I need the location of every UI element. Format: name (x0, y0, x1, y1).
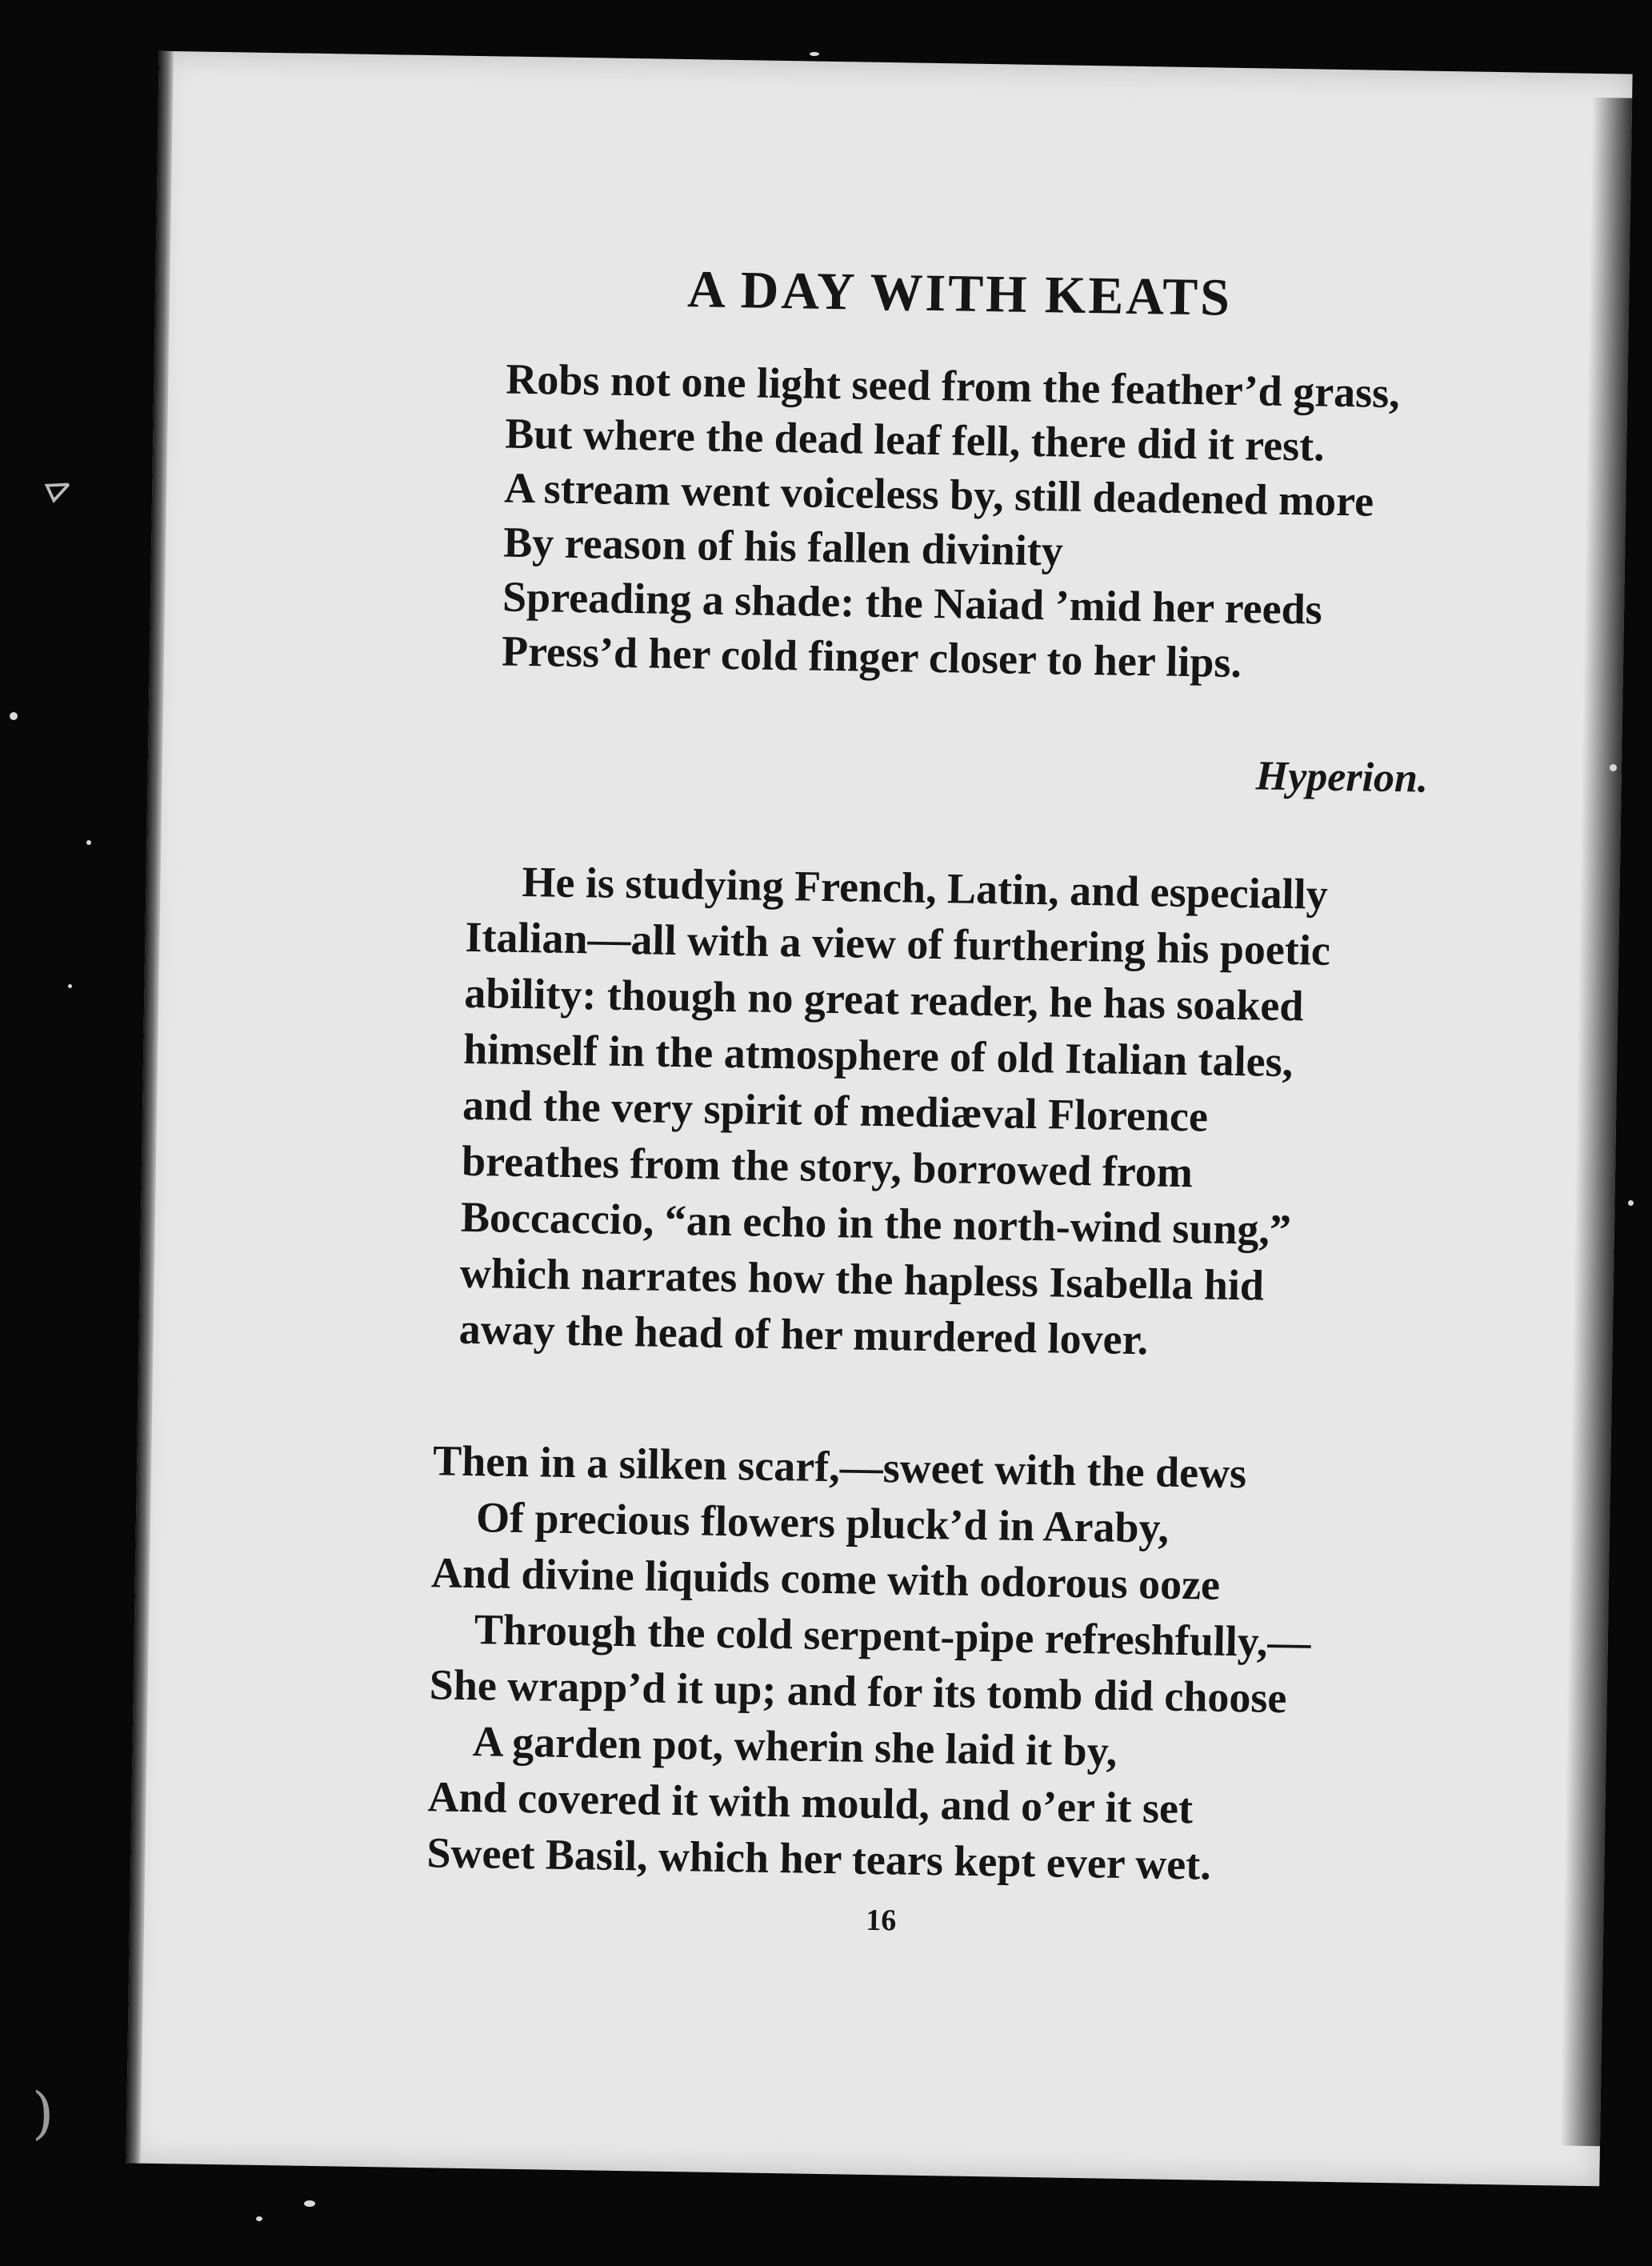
verse-line: Spreading a shade: the Naiad ’mid her reeds (502, 572, 1323, 634)
verse-line: Through the cold serpent-pipe refreshfully,— (474, 1605, 1311, 1667)
dust-speck (1610, 764, 1617, 771)
verse-line: By reason of his fallen divinity (502, 518, 1064, 575)
verse-line: But where the dead leaf fell, there did it rest. (504, 409, 1326, 470)
verse-line: A garden pot, wherin she laid it by, (472, 1717, 1118, 1776)
prose-line: ability: though no great reader, he has soaked (463, 968, 1304, 1031)
verse-line: And covered it with mould, and o’er it set (427, 1772, 1194, 1833)
prose-line: Italian—all with a view of furthering his poetic (465, 912, 1331, 975)
prose-line: Boccaccio, “an echo in the north-wind sung,” (460, 1192, 1292, 1255)
prose-line: away the head of her murdered lover. (458, 1304, 1149, 1364)
verse-line: Of precious flowers pluck’d in Araby, (475, 1493, 1170, 1552)
dust-speck (810, 52, 819, 56)
verse-line: Robs not one light seed from the feather’d grass, (505, 354, 1401, 418)
edge-mark: ⊳ (36, 463, 81, 514)
verse-line: Then in a silken scarf,—sweet with the dews (432, 1436, 1247, 1498)
page-edge-shadow (1560, 98, 1632, 2146)
dust-speck (68, 984, 72, 988)
dust-speck (256, 2216, 262, 2221)
dust-speck (86, 840, 91, 845)
prose-line: which narrates how the hapless Isabella hid (459, 1248, 1265, 1310)
page-number: 16 (865, 1903, 897, 1938)
verse-line: A stream went voiceless by, still deadened more (503, 463, 1374, 526)
running-head: A DAY WITH KEATS (686, 260, 1233, 327)
book-page (126, 51, 1632, 2187)
prose-line: and the very spirit of mediæval Florence (462, 1080, 1209, 1141)
page-gutter-edge (126, 51, 173, 2164)
dust-speck (1628, 1200, 1634, 1206)
verse-line: Sweet Basil, which her tears kept ever wet. (426, 1828, 1212, 1889)
prose-line: breathes from the story, borrowed from (461, 1136, 1194, 1197)
verse-line: Press’d her cold finger closer to her lips. (501, 627, 1242, 687)
verse-line: And divine liquids come with odorous ooze (430, 1548, 1221, 1609)
prose-line: He is studying French, Latin, and especially (522, 857, 1329, 919)
dust-speck (304, 2200, 315, 2207)
dust-speck (10, 712, 18, 720)
verse-attribution: Hyperion. (1255, 753, 1429, 802)
verse-line: She wrapp’d it up; and for its tomb did choose (429, 1660, 1287, 1723)
prose-line: himself in the atmosphere of old Italian tales, (462, 1024, 1294, 1087)
edge-mark: ) (32, 2080, 54, 2146)
